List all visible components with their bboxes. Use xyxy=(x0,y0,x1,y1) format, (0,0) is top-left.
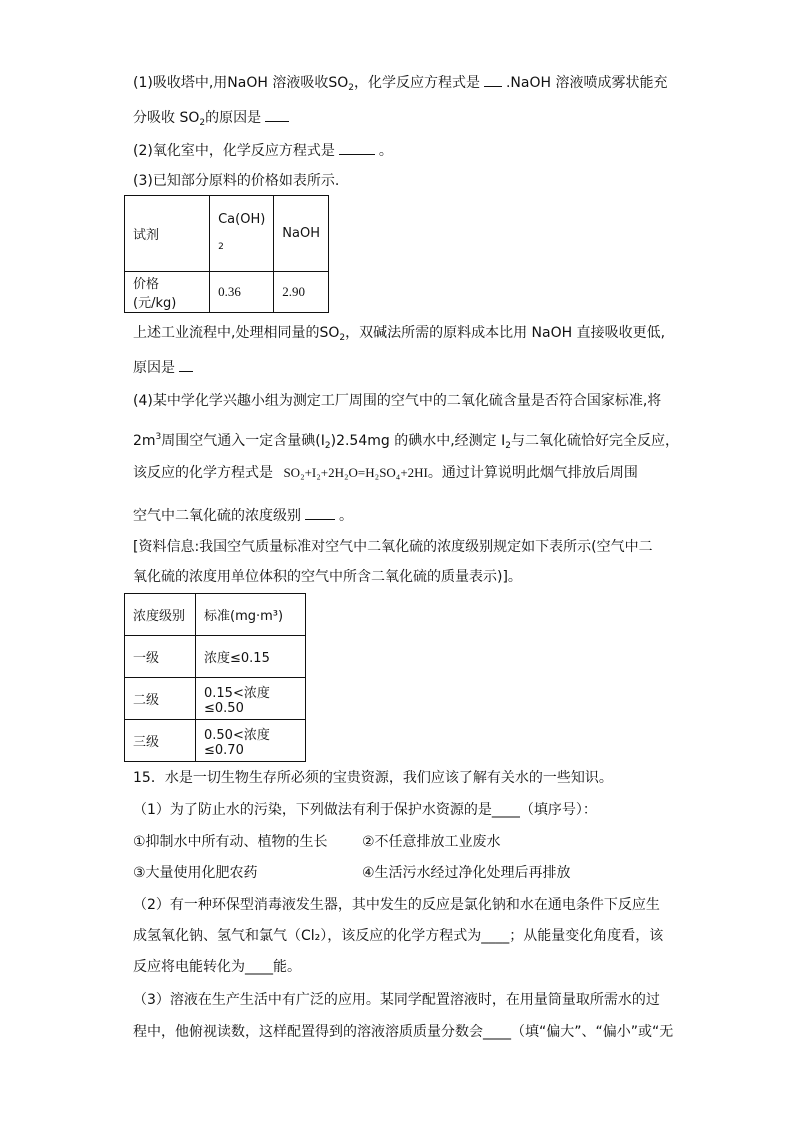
q14-part1-text-b: ，化学反应方程式是 xyxy=(353,75,480,91)
q14-part1-line1: (1)吸收塔中,用NaOH 溶液吸收$SO_2$，化学反应方程式是 .NaOH 溶液喷成雾状能充 xyxy=(133,72,667,98)
so2-table-level: 一级 xyxy=(125,636,196,678)
q14-part1-text-a: (1)吸收塔中,用NaOH 溶液吸收SO xyxy=(133,75,349,91)
q15-sub2-line1: （2）有一种环保型消毒液发生器，其中发生的反应是氯化钠和水在通电条件下反应生 xyxy=(133,897,660,913)
answer-blank[interactable] xyxy=(265,107,289,122)
answer-blank[interactable] xyxy=(179,357,193,372)
so2-table-standard: 浓度≤0.15 xyxy=(196,636,306,678)
so2-table-header-standard: 标准(mg·m³) xyxy=(196,594,306,636)
q14-part4-line3: 该反应的化学方程式是 SO₂+I₂+2H₂O=H₂SO₄+2HI。通过计算说明此烟气排放后周围 xyxy=(133,465,638,481)
q14-part4-line2: $2m^3$周围空气通入一定含量碘$(I_2)2.54mg$ 的碘水中,经测定 $I_2$与二氧化硫恰好完全反应， xyxy=(133,432,679,451)
so2-table-level: 三级 xyxy=(125,720,196,762)
q14-part4-line4: 空气中二氧化硫的浓度级别 。 xyxy=(133,505,353,526)
q14-part3: (3)已知部分原料的价格如表所示. xyxy=(133,173,340,189)
answer-blank[interactable] xyxy=(339,140,375,155)
q15-sub2-line2: 成氢氧化钠、氢气和氯气（Cl₂），该反应的化学方程式为____；从能量变化角度看，该 xyxy=(133,928,664,944)
q14-part2-text: (2)氧化室中，化学反应方程式是 xyxy=(133,143,335,159)
q14-part2-end: 。 xyxy=(378,143,393,159)
so2-table-level: 二级 xyxy=(125,678,196,720)
info-line1: [资料信息:我国空气质量标准对空气中二氧化硫的浓度级别规定如下表所示(空气中二 xyxy=(133,539,653,555)
q14-part4-line1: (4)某中学化学兴趣小组为测定工厂周围的空气中的二氧化硫含量是否符合国家标准,将 xyxy=(133,393,662,409)
answer-blank[interactable] xyxy=(484,72,502,87)
q15-option-4: ④生活污水经过净化处理后再排放 xyxy=(362,865,571,881)
reaction-equation: SO₂+I₂+2H₂O=H₂SO₄+2HI xyxy=(283,465,428,480)
q15-sub1: （1）为了防止水的污染，下列做法有利于保护水资源的是____（填序号）： xyxy=(133,802,597,818)
so2-table-standard: 0.50<浓度≤0.70 xyxy=(196,720,306,762)
q14-part1-line2-text: 分吸收 SO xyxy=(133,110,200,126)
q15-sub3-line1: （3）溶液在生产生活中有广泛的应用。某同学配置溶液时，在用量筒量取所需水的过 xyxy=(133,992,660,1008)
q14-part3-question: 上述工业流程中,处理相同量的$SO_2$，双碱法所需的原料成本比用 NaOH 直接吸收更低, xyxy=(133,325,666,343)
price-table-header-naoh: NaOH xyxy=(274,196,329,272)
q15-sub2-line3: 反应将电能转化为____能。 xyxy=(133,959,301,975)
q14-part2 xyxy=(133,140,393,161)
q15-option-2: ②不任意排放工业废水 xyxy=(362,834,501,850)
price-table-caoh2-price: 0.36 xyxy=(210,272,274,313)
price-table-header-reagent: 试剂 xyxy=(125,196,210,272)
q15-option-1: ①抑制水中所有动、植物的生长 xyxy=(133,834,328,850)
q14-part1-text-c: .NaOH 溶液喷成雾状能充 xyxy=(505,75,668,91)
so2-table-standard: 0.15<浓度≤0.50 xyxy=(196,678,306,720)
price-table-row-label: 价格(元/kg) xyxy=(125,272,210,313)
q15-sub3-line2: 程中，他俯视读数，这样配置得到的溶液溶质质量分数会____（填“偏大”、“偏小”或“无 xyxy=(133,1024,674,1040)
q14-part1-line2-text-b: 的原因是 xyxy=(205,110,262,126)
q15-intro: 15．水是一切生物生存所必须的宝贵资源，我们应该了解有关水的一些知识。 xyxy=(133,770,613,786)
price-table-naoh-price: 2.90 xyxy=(274,272,329,313)
q14-part3-reason: 原因是 xyxy=(133,357,197,378)
q14-part1-line2: 分吸收 $SO_2$的原因是 xyxy=(133,107,293,133)
answer-blank[interactable] xyxy=(305,505,335,520)
q15-option-3: ③大量使用化肥农药 xyxy=(133,865,258,881)
info-line2: 氧化硫的浓度用单位体积的空气中所含二氧化硫的质量表示)]。 xyxy=(133,569,522,585)
so2-standard-table xyxy=(124,593,306,762)
so2-table-header-level: 浓度级别 xyxy=(125,594,196,636)
price-table-header-caoh2: Ca(OH) 2 xyxy=(210,196,274,272)
price-table xyxy=(124,195,329,313)
